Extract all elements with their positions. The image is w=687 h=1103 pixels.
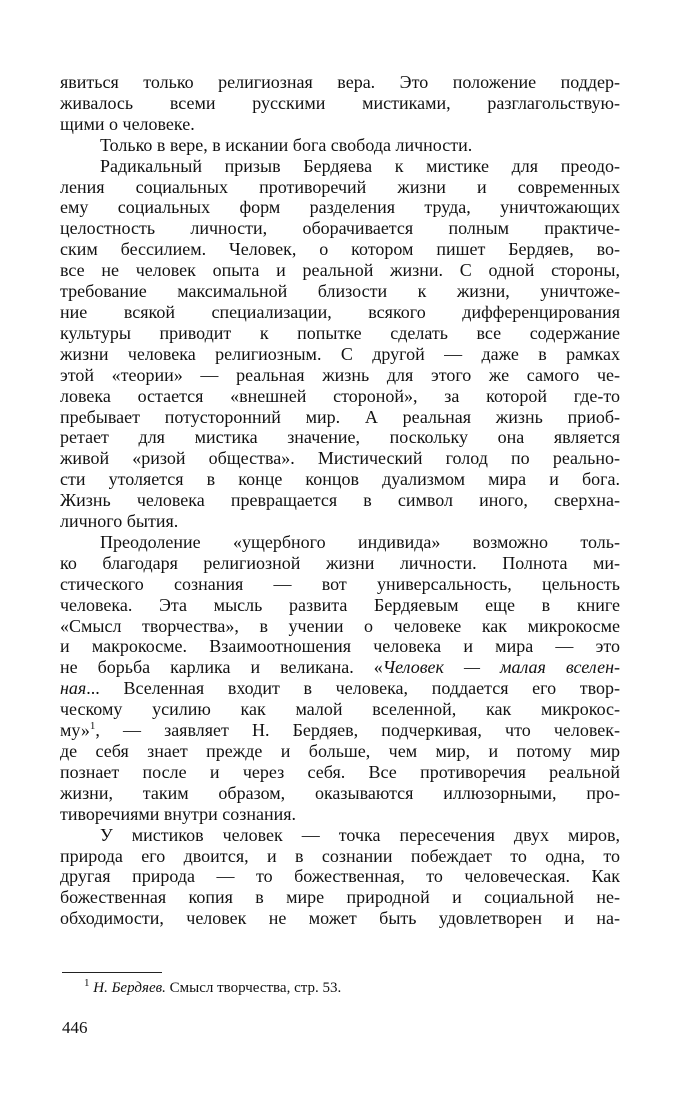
text-line: щими о человеке.	[60, 113, 195, 134]
text-line: обходимости, человек не может быть удовлетворен и на-	[60, 908, 620, 929]
text-line: сти утоляется в конце концов дуализмом мира и бога.	[60, 469, 620, 490]
text-line: ние всякой специализации, всякого дифференцирования	[60, 301, 620, 322]
footnote-text: Смысл творчества, стр. 53.	[169, 980, 342, 996]
footnote-number: 1	[84, 977, 90, 989]
text-line: ловека остается «внешней стороной», за которой где-то	[60, 385, 620, 406]
text-block-1	[60, 72, 620, 657]
text-line: «Смысл творчества», в учении о человеке как микрокосме	[60, 615, 620, 636]
footnote-divider	[62, 972, 162, 973]
text-line: жизни, таким образом, оказываются иллюзорными, про-	[60, 782, 620, 803]
text-line: де себя знает прежде и больше, чем мир, и потому мир	[60, 741, 620, 761]
text-line: все не человек опыта и реальной жизни. С одной стороны,	[60, 260, 620, 281]
text-line: жизни человека религиозным. С другой — даже в рамках	[60, 343, 620, 364]
text-line: ским бессилием. Человек, о котором пишет Бердяев, во-	[60, 239, 620, 260]
footnote	[84, 977, 342, 997]
page-number: 446	[62, 1018, 88, 1037]
text-line: Радикальный призыв Бердяева к мистике для преодо-	[100, 155, 620, 176]
footnote-marker: 1	[89, 720, 96, 733]
text-line: человека. Эта мысль развита Бердяевым еще в книге	[60, 594, 620, 615]
text-line: тиворечиями внутри сознания.	[60, 803, 297, 824]
text-line: ретает для мистика значение, поскольку она является	[60, 427, 620, 448]
text-line: Преодоление «ущербного индивида» возможно толь-	[100, 531, 620, 552]
text-line: ко благодаря религиозной жизни личности. Полнота ми-	[60, 552, 620, 573]
text-line: и макрокосме. Взаимоотношения человека и мира — это	[60, 636, 620, 657]
text-line: живой «ризой общества». Мистический голод по реально-	[60, 448, 620, 469]
text-line: ления социальных противоречий жизни и современных	[60, 176, 620, 197]
text-line: ческому усилию как малой вселенной, как микрокос-	[60, 699, 620, 720]
text-line: явиться только религиозная вера. Это положение поддер-	[60, 72, 620, 92]
italic-quote: Человек — малая вселен-	[382, 657, 620, 678]
text-line: живалось всеми русскими мистиками, разглагольствую-	[60, 92, 620, 113]
text-line: божественная копия в мире природной и социальной не-	[60, 887, 620, 908]
text-line: У мистиков человек — точка пересечения двух миров,	[100, 824, 620, 845]
text-line: ему социальных форм разделения труда, уничтожающих	[60, 197, 620, 218]
text-block-2	[60, 699, 620, 720]
text-line: культуры приводит к попытке сделать все содержание	[60, 322, 620, 343]
text-line: целостность личности, оборачивается полным практиче-	[60, 218, 620, 239]
main-text	[60, 72, 620, 929]
italic-quote: ная	[60, 678, 87, 699]
text-line: не борьба карлика и великана. «Человек — малая вселен-	[60, 657, 620, 678]
text-line: Только в вере, в искании бога свобода личности.	[100, 134, 473, 155]
text-line: Жизнь человека превращается в символ иного, сверхна-	[60, 490, 620, 511]
text-line: другая природа — то божественная, то человеческая. Как	[60, 866, 620, 887]
text-line: этой «теории» — реальная жизнь для этого же самого че-	[60, 364, 620, 385]
text-line: познает после и через себя. Все противоречия реальной	[60, 761, 620, 782]
text-line: ная... Вселенная входит в человека, поддается его твор-	[60, 678, 620, 699]
text-line: личного бытия.	[60, 511, 179, 532]
text-block-3	[60, 741, 620, 929]
footnote-author: Н. Бердяев.	[93, 980, 166, 996]
text-line: пребывает потусторонний мир. А реальная жизнь приоб-	[60, 406, 620, 427]
text-line: требование максимальной близости к жизни, уничтоже-	[60, 281, 620, 302]
text-line: му»$^1$, — заявляет Н. Бердяев, подчеркивая, что человек-	[60, 720, 620, 741]
text-line: природа его двоится, и в сознании побеждает то одна, то	[60, 845, 620, 866]
text-line: стического сознания — вот универсальность, цельность	[60, 573, 620, 594]
